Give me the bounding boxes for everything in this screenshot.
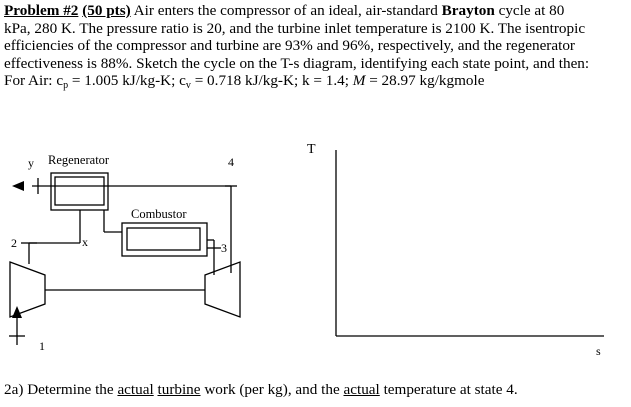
combustor-label: Combustor (131, 207, 187, 221)
molar-mass-symbol: M (352, 72, 366, 90)
air-label: For Air: c (4, 72, 64, 90)
brayton-word: Brayton (441, 2, 495, 19)
problem-text-1a: Air enters the compressor of an ideal, air-standard (130, 2, 442, 19)
problem-line-3: efficiencies of the compressor and turbine are 93% and 96%, respectively, and the regenerator (4, 37, 575, 55)
problem-line-2: kPa, 280 K. The pressure ratio is 20, and the turbine inlet temperature is 2100 K. The isentropic (4, 19, 586, 37)
problem-label: Problem #2 (4, 2, 79, 19)
molar-mass-value: = 28.97 kg/kgmole (365, 72, 485, 90)
state-x-label: x (82, 235, 88, 249)
turbine-shape (205, 262, 240, 317)
state-2-label: 2 (11, 236, 17, 250)
combustor-inner-box (127, 228, 200, 250)
question-suffix: temperature at state 4. (379, 381, 518, 398)
question-actual-1: actual (117, 381, 154, 398)
t-axis-label: T (307, 142, 316, 157)
regenerator-inner-box (55, 177, 104, 205)
state-1-label: 1 (39, 339, 45, 353)
question-actual-2: actual (343, 381, 380, 398)
s-axis-label: s (596, 344, 601, 358)
cp-value: = 1.005 kJ/kg-K; c (68, 72, 186, 90)
compressor-inlet-arrow (12, 306, 22, 318)
problem-text-1b: cycle at 80 (494, 2, 565, 19)
state-y-label: y (28, 156, 34, 170)
cv-subscript: v (185, 80, 191, 92)
state-3-label: 3 (221, 241, 227, 255)
question-mid: work (per kg), and the (200, 381, 344, 398)
question-turbine: turbine (157, 381, 201, 398)
exhaust-outlet-arrow (12, 181, 24, 191)
question-prefix: 2a) Determine the (4, 381, 118, 398)
regenerator-label: Regenerator (48, 153, 110, 167)
problem-points: (50 pts) (82, 2, 131, 19)
question-2a (4, 381, 518, 399)
compressor-shape (10, 262, 45, 317)
problem-line-4: effectiveness is 88%. Sketch the cycle on the T-s diagram, identifying each state point, and then: (4, 54, 590, 72)
state-4-label: 4 (228, 155, 234, 169)
cp-subscript: p (63, 80, 69, 92)
cv-value: = 0.718 kJ/kg-K; k = 1.4; (190, 72, 353, 90)
